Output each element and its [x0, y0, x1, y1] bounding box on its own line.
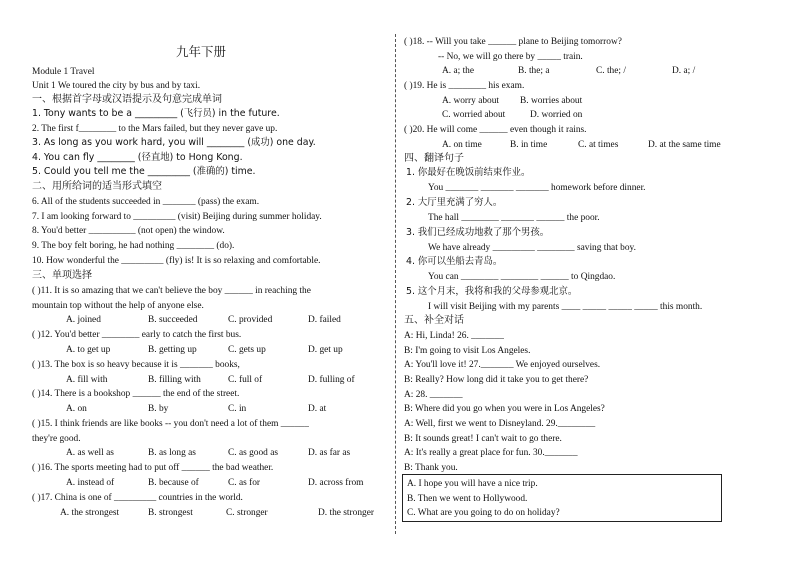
column-divider — [395, 34, 396, 534]
question-17-stem: ( )17. China is one of _________ countries in the world. — [32, 493, 243, 503]
question-11-options — [66, 314, 341, 326]
dialogue-option: B. Then we went to Hollywood. — [407, 494, 528, 504]
option: A. fill with — [66, 375, 108, 385]
question-11-stem: ( )11. It is so amazing that we can't believe the boy ______ in reaching the — [32, 286, 311, 296]
option: A. as well as — [66, 448, 114, 458]
section-2-heading: 二、用所给词的适当形式填空 — [32, 181, 162, 192]
question-2: 2. The first f________ to the Mars failed, but they never gave up. — [32, 124, 278, 134]
dialogue-line: A: 28. _______ — [404, 390, 463, 400]
question-16-stem: ( )16. The sports meeting had to put off ______ the bad weather. — [32, 463, 274, 473]
module-line: Module 1 Travel — [32, 67, 95, 77]
question-19-stem: ( )19. He is ________ his exam. — [404, 81, 525, 91]
question-18-options — [442, 65, 695, 77]
option: D. get up — [308, 345, 343, 355]
question-17-options — [60, 507, 374, 519]
option: A. instead of — [66, 478, 115, 488]
question-5: 5. Could you tell me the _________ (准确的) time. — [32, 166, 256, 177]
dialogue-option: A. I hope you will have a nice trip. — [407, 479, 538, 489]
question-15-options — [66, 447, 350, 459]
option: B. the; a — [518, 66, 550, 76]
translation-2-cn: 2. 大厅里充满了穷人。 — [406, 197, 503, 208]
translation-2-en: The hall ________ _______ ______ the poor. — [428, 213, 600, 223]
dialogue-line: B: Thank you. — [404, 463, 458, 473]
option: B. by — [148, 404, 169, 414]
question-18-stem: ( )18. -- Will you take ______ plane to Beijing tomorrow? — [404, 37, 622, 47]
option: C. provided — [228, 315, 273, 325]
option: C. full of — [228, 375, 263, 385]
option: A. on — [66, 404, 87, 414]
dialogue-line: A: Hi, Linda! 26. _______ — [404, 331, 504, 341]
option: D. at the same time — [648, 140, 721, 150]
translation-3-en: We have already _________ ________ saving that boy. — [428, 243, 636, 253]
option: D. failed — [308, 315, 341, 325]
question-12-options — [66, 344, 343, 356]
option: D. a; / — [672, 66, 696, 76]
option: B. as long as — [148, 448, 196, 458]
option: C. stronger — [226, 508, 268, 518]
option: B. filling with — [148, 375, 201, 385]
option: C. at times — [578, 140, 619, 150]
option: D. across from — [308, 478, 364, 488]
dialogue-line: B: Where did you go when you were in Los Angeles? — [404, 404, 605, 414]
page-title: 九年下册 — [176, 44, 227, 59]
option: C. the; / — [596, 66, 626, 76]
option: D. the stronger — [318, 508, 374, 518]
question-14-stem: ( )14. There is a bookshop ______ the end of the street. — [32, 389, 240, 399]
section-3-heading: 三、单项选择 — [32, 270, 92, 281]
unit-line: Unit 1 We toured the city by bus and by taxi. — [32, 81, 201, 91]
option: B. because of — [148, 478, 199, 488]
section-5-heading: 五、补全对话 — [404, 315, 464, 326]
dialogue-option: C. What are you going to do on holiday? — [407, 508, 560, 518]
translation-4-en: You can ________ ________ ______ to Qingdao. — [428, 272, 616, 282]
translation-4-cn: 4. 你可以坐船去青岛。 — [406, 256, 503, 267]
option: A. a; the — [442, 66, 475, 76]
option: C. as for — [228, 478, 261, 488]
dialogue-line: A: You'll love it! 27._______ We enjoyed ourselves. — [404, 360, 601, 370]
option: A. the strongest — [60, 508, 120, 518]
question-20-stem: ( )20. He will come ______ even though it rains. — [404, 125, 587, 135]
translation-5-en: I will visit Beijing with my parents ____ _____ _____ _____ this month. — [428, 302, 703, 312]
translation-5-cn: 5. 这个月末，我将和我的父母参观北京。 — [406, 286, 578, 297]
question-12-stem: ( )12. You'd better ________ early to catch the first bus. — [32, 330, 242, 340]
question-8: 8. You'd better __________ (not open) the window. — [32, 226, 225, 236]
question-20-options — [442, 139, 721, 151]
option: D. fulling of — [308, 375, 355, 385]
question-19-options-2 — [442, 109, 582, 121]
dialogue-line: B: I'm going to visit Los Angeles. — [404, 346, 531, 356]
option: A. to get up — [66, 345, 111, 355]
question-15-stem: ( )15. I think friends are like books -- you don't need a lot of them ______ — [32, 419, 309, 429]
dialogue-options-box — [402, 474, 722, 522]
option: A. worry about — [442, 96, 500, 106]
option: B. in time — [510, 140, 548, 150]
question-9: 9. The boy felt boring, he had nothing ________ (do). — [32, 241, 235, 251]
translation-1-cn: 1. 你最好在晚饭前结束作业。 — [406, 167, 531, 178]
option: D. worried on — [530, 110, 583, 120]
option: C. as good as — [228, 448, 278, 458]
question-6: 6. All of the students succeeded in _______ (pass) the exam. — [32, 197, 260, 207]
question-19-options — [442, 95, 582, 107]
translation-3-cn: 3. 我们已经成功地救了那个男孩。 — [406, 227, 550, 238]
section-4-heading: 四、翻译句子 — [404, 153, 464, 164]
option: B. strongest — [148, 508, 193, 518]
option: D. as far as — [308, 448, 351, 458]
dialogue-line: A: It's really a great place for fun. 30._______ — [404, 448, 578, 458]
dialogue-line: B: Really? How long did it take you to get there? — [404, 375, 589, 385]
question-14-options — [66, 403, 326, 415]
option: C. worried about — [442, 110, 506, 120]
option: C. in — [228, 404, 247, 414]
option: A. joined — [66, 315, 101, 325]
question-4: 4. You can fly ________ (径直地) to Hong Kong. — [32, 152, 243, 163]
option: D. at — [308, 404, 327, 414]
question-15-stem-cont: they're good. — [32, 434, 81, 444]
option: C. gets up — [228, 345, 266, 355]
question-18-stem-cont: -- No, we will go there by _____ train. — [438, 52, 583, 62]
option: A. on time — [442, 140, 482, 150]
translation-1-en: You _______ _______ _______ homework before dinner. — [428, 183, 646, 193]
option: B. worries about — [520, 96, 583, 106]
question-11-stem-cont: mountain top without the help of anyone else. — [32, 301, 204, 311]
question-7: 7. I am looking forward to _________ (visit) Beijing during summer holiday. — [32, 212, 322, 222]
question-10: 10. How wonderful the _________ (fly) is! It is so relaxing and comfortable. — [32, 256, 321, 266]
section-1-heading: 一、根据首字母或汉语提示及句意完成单词 — [32, 94, 222, 105]
question-16-options — [66, 477, 363, 489]
option: B. getting up — [148, 345, 197, 355]
question-13-stem: ( )13. The box is so heavy because it is _______ books, — [32, 360, 240, 370]
question-3: 3. As long as you work hard, you will ________ (成功) one day. — [32, 137, 316, 148]
dialogue-line: A: Well, first we went to Disneyland. 29.________ — [404, 419, 596, 429]
dialogue-line: B: It sounds great! I can't wait to go there. — [404, 434, 562, 444]
question-1: 1. Tony wants to be a _________ (飞行员) in the future. — [32, 108, 280, 119]
option: B. succeeded — [148, 315, 198, 325]
question-13-options — [66, 374, 355, 386]
